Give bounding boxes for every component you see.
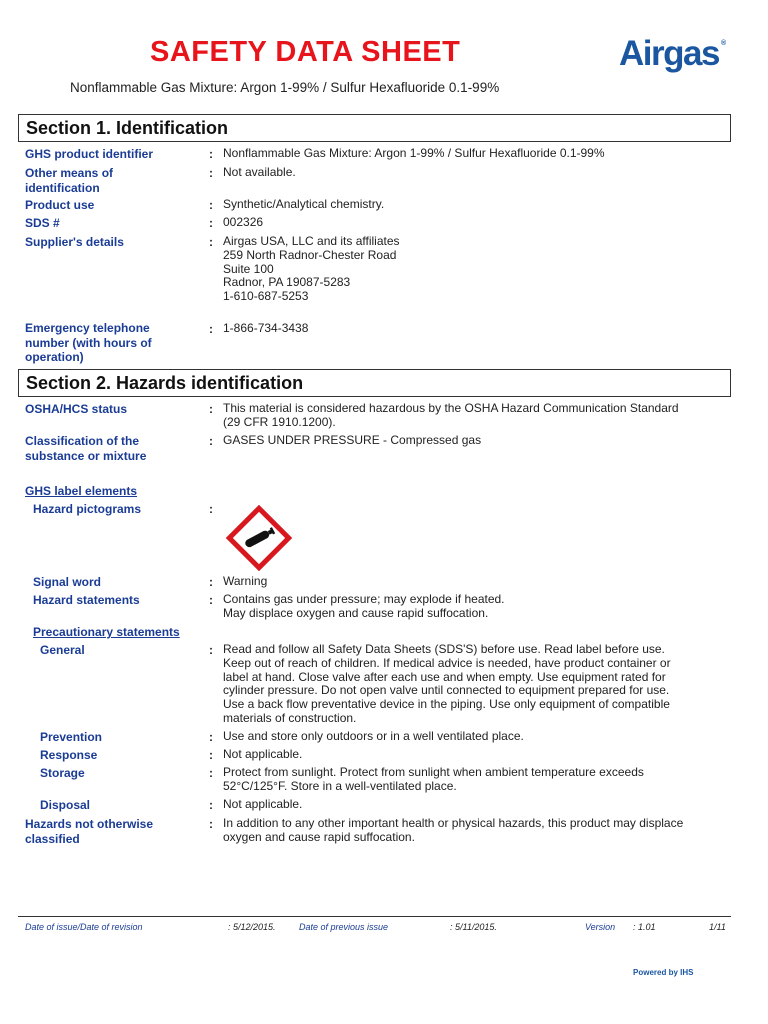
label-disposal: Disposal [40, 798, 91, 812]
value-line: GASES UNDER PRESSURE - Compressed gas [223, 433, 482, 447]
value-classification [223, 434, 481, 448]
value-line: Synthetic/Analytical chemistry. [223, 197, 385, 211]
value-line: Contains gas under pressure; may explode if heated. [223, 592, 505, 606]
value-ghs-product-identifier [223, 147, 605, 161]
section-1-title: Section 1. Identification [26, 118, 229, 138]
label-hazards-not-otherwise-classified [25, 817, 153, 846]
colon: : [209, 730, 213, 744]
label-other-means [25, 166, 113, 195]
colon: : [209, 235, 213, 249]
label-storage: Storage [40, 766, 85, 780]
section-2-title: Section 2. Hazards identification [26, 373, 304, 393]
value-line: cylinder pressure. Do not open valve until connected to equipment prepared for use. [223, 683, 670, 698]
value-prevention: Use and store only outdoors or in a well ventilated place. [223, 729, 524, 743]
value-line: 259 North Radnor-Chester Road [223, 247, 397, 262]
value-emergency-telephone [223, 322, 308, 336]
label-suppliers-details [25, 235, 124, 250]
value-line: Nonflammable Gas Mixture: Argon 1-99% / Sulfur Hexafluoride 0.1-99% [223, 146, 605, 160]
colon: : [209, 575, 213, 589]
section-2-header [18, 369, 731, 397]
value-hazards-not-otherwise-classified [223, 817, 683, 845]
value-line: 002326 [223, 215, 264, 229]
footer-divider [18, 916, 731, 917]
label-line: substance or mixture [25, 448, 147, 463]
value-line: Read and follow all Safety Data Sheets (SDS'S) before use. Read label before use. [223, 642, 665, 656]
value-line: Keep out of reach of children. If medical advice is needed, have product container or [223, 655, 671, 670]
label-line: Product use [25, 198, 95, 212]
label-hazard-statements: Hazard statements [33, 593, 140, 607]
airgas-logo [619, 34, 726, 74]
value-line: materials of construction. [223, 710, 357, 725]
colon: : [209, 798, 213, 812]
value-line: This material is considered hazardous by the OSHA Hazard Communication Standard [223, 401, 679, 415]
label-line: Other means of [25, 166, 114, 180]
value-line: Protect from sunlight. Protect from sunlight when ambient temperature exceeds [223, 765, 644, 779]
footer-date-label: Date of issue/Date of revision [25, 922, 143, 932]
value-disposal: Not applicable. [223, 797, 303, 811]
gas-cylinder-icon [226, 505, 292, 571]
value-line: 1-610-687-5253 [223, 289, 309, 304]
colon: : [209, 593, 213, 607]
label-line: Hazards not otherwise [25, 817, 154, 831]
label-line: OSHA/HCS status [25, 402, 128, 416]
section-1-header [18, 114, 731, 142]
value-general [223, 643, 671, 726]
value-storage [223, 766, 644, 794]
label-line: number (with hours of [25, 335, 152, 350]
colon: : [209, 817, 213, 831]
label-sds-number [25, 216, 60, 231]
label-line: Supplier's details [25, 235, 124, 249]
footer-previous-issue-value: : 5/11/2015. [450, 922, 497, 932]
label-response: Response [40, 748, 98, 762]
value-hazard-statements [223, 593, 505, 621]
value-other-means [223, 166, 296, 180]
label-classification [25, 434, 146, 463]
label-product-use [25, 198, 94, 213]
colon: : [209, 198, 213, 212]
powered-by: Powered by IHS [633, 968, 694, 977]
colon: : [209, 402, 213, 416]
value-line: label at hand. Close valve after each use and when empty. Use equipment rated for [223, 669, 666, 684]
value-suppliers-details [223, 235, 400, 304]
document-subtitle: Nonflammable Gas Mixture: Argon 1-99% / Sulfur Hexafluoride 0.1-99% [70, 80, 500, 95]
ghs-label-elements-heading: GHS label elements [25, 484, 138, 498]
footer-version-value: : 1.01 [633, 922, 656, 932]
logo-text: Airgas [619, 34, 719, 73]
value-line: oxygen and cause rapid suffocation. [223, 829, 415, 844]
value-line: In addition to any other important health or physical hazards, this product may displace [223, 816, 684, 830]
label-line: Emergency telephone [25, 321, 150, 335]
precautionary-statements-heading: Precautionary statements [33, 625, 180, 639]
value-sds-number [223, 216, 263, 230]
value-line: May displace oxygen and cause rapid suffocation. [223, 605, 489, 620]
label-line: SDS # [25, 216, 60, 230]
colon: : [209, 147, 213, 161]
footer-version-label: Version [585, 922, 616, 932]
label-general: General [40, 643, 85, 657]
label-line: operation) [25, 350, 84, 364]
colon: : [209, 216, 213, 230]
value-osha-hcs-status [223, 402, 679, 430]
value-line: Suite 100 [223, 261, 274, 276]
label-line: GHS product identifier [25, 147, 154, 161]
label-osha-hcs-status [25, 402, 127, 417]
label-line: Classification of the [25, 434, 140, 448]
colon: : [209, 502, 213, 516]
value-line: (29 CFR 1910.1200). [223, 414, 336, 429]
value-product-use [223, 198, 384, 212]
colon: : [209, 766, 213, 780]
value-line: Not available. [223, 165, 296, 179]
colon: : [209, 748, 213, 762]
logo-registered-mark: ® [720, 40, 727, 47]
value-line: Airgas USA, LLC and its affiliates [223, 234, 400, 248]
value-line: Radnor, PA 19087-5283 [223, 275, 351, 290]
value-line: 52°C/125°F. Store in a well-ventilated place. [223, 778, 457, 793]
label-line: identification [25, 180, 100, 195]
label-line: classified [25, 831, 80, 846]
value-response: Not applicable. [223, 747, 303, 761]
label-signal-word: Signal word [33, 575, 102, 589]
value-line: 1-866-734-3438 [223, 321, 309, 335]
footer-page-number: 1/11 [709, 922, 726, 932]
label-ghs-product-identifier [25, 147, 153, 162]
label-emergency-telephone [25, 321, 152, 365]
value-signal-word: Warning [223, 574, 268, 588]
value-line: Use a back flow preventative device in the piping. Use only equipment of compatible [223, 697, 670, 712]
label-prevention: Prevention [40, 730, 103, 744]
colon: : [209, 643, 213, 657]
colon: : [209, 322, 213, 336]
document-title: SAFETY DATA SHEET [150, 36, 461, 68]
colon: : [209, 166, 213, 180]
colon: : [209, 434, 213, 448]
label-hazard-pictograms: Hazard pictograms [33, 502, 142, 516]
footer-date-value: : 5/12/2015. [228, 922, 276, 932]
footer-previous-issue-label: Date of previous issue [299, 922, 389, 932]
